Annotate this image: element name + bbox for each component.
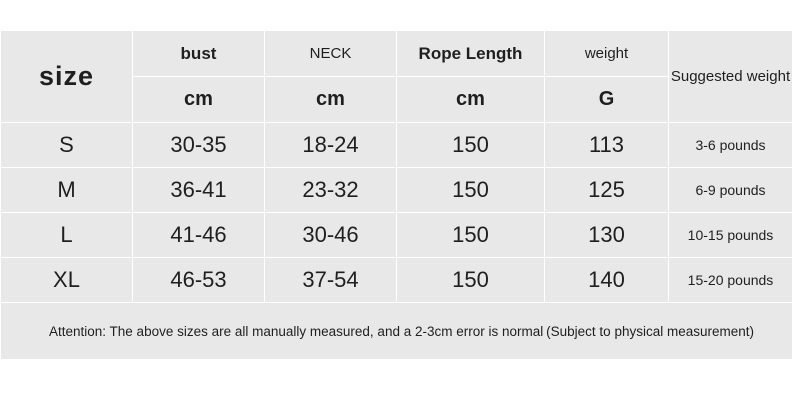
table-footnote-row [1,303,792,360]
page-bottom-margin [0,380,792,402]
table-row [1,213,792,258]
cell-size: S [1,123,133,168]
header-cell-size: size [1,31,133,123]
header-cell-rope-length: Rope Length [397,31,545,77]
header-cell-bust: bust [133,31,265,77]
cell-bust: 41-46 [133,213,265,258]
cell-suggested-weight: 3-6 pounds [669,123,792,168]
cell-size: L [1,213,133,258]
cell-suggested-weight: 10-15 pounds [669,213,792,258]
cell-neck: 30-46 [265,213,397,258]
cell-rope-length: 150 [397,123,545,168]
table-row [1,168,792,213]
header-unit-neck: cm [265,77,397,123]
cell-neck: 23-32 [265,168,397,213]
cell-rope-length: 150 [397,213,545,258]
header-cell-weight: weight [545,31,669,77]
header-unit-rope-length: cm [397,77,545,123]
size-chart-table [0,30,792,360]
cell-size: XL [1,258,133,303]
header-unit-bust: cm [133,77,265,123]
cell-neck: 37-54 [265,258,397,303]
cell-suggested-weight: 6-9 pounds [669,168,792,213]
cell-bust: 30-35 [133,123,265,168]
cell-bust: 46-53 [133,258,265,303]
cell-weight: 125 [545,168,669,213]
cell-weight: 140 [545,258,669,303]
header-cell-suggested-weight: Suggested weight [669,31,792,123]
cell-suggested-weight: 15-20 pounds [669,258,792,303]
cell-weight: 130 [545,213,669,258]
cell-rope-length: 150 [397,168,545,213]
footnote-attention-text: Attention: The above sizes are all manually measured, and a 2-3cm error is normal [49,323,544,339]
size-chart-table-wrapper [0,30,792,360]
table-header-row-names [1,31,792,77]
cell-weight: 113 [545,123,669,168]
footnote-cell [1,303,792,360]
cell-neck: 18-24 [265,123,397,168]
footnote-measurement-text: (Subject to physical measurement) [546,323,754,339]
header-unit-weight: G [545,77,669,123]
cell-size: M [1,168,133,213]
table-row [1,258,792,303]
header-cell-neck: NECK [265,31,397,77]
cell-rope-length: 150 [397,258,545,303]
cell-bust: 36-41 [133,168,265,213]
table-row [1,123,792,168]
